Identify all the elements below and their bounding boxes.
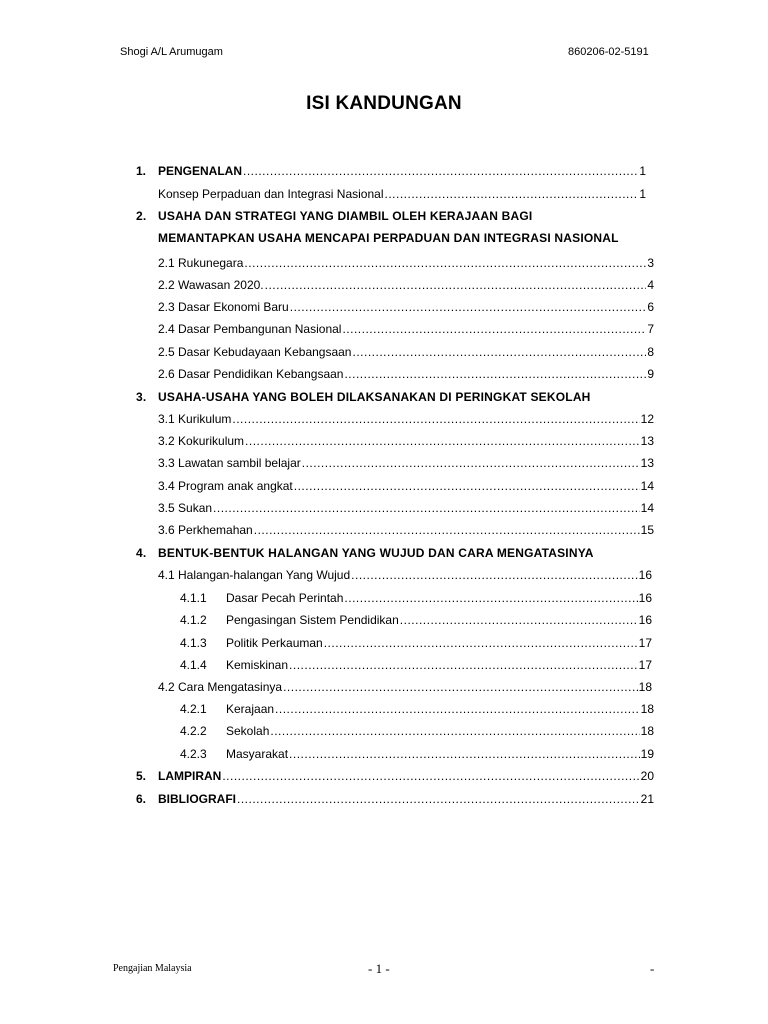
toc-entry-3-1 [158,412,654,426]
toc-label: 2.4 Dasar Pembangunan Nasional [158,322,342,336]
toc-page: 21 [640,792,654,806]
toc-page: 19 [640,747,654,761]
toc-entry-1 [136,164,646,178]
toc-page: 3 [647,256,654,270]
toc-label: 3.5 Sukan [158,501,213,515]
toc-entry-2-1 [158,256,654,270]
dot-leader [244,256,646,270]
dot-leader [400,613,638,627]
toc-label: 2.2 Wawasan 2020. [158,278,264,292]
toc-entry-4-2-1 [180,702,654,716]
toc-heading-line-2: MEMANTAPKAN USAHA MENCAPAI PERPADUAN DAN INTEGRASI NASIONAL [158,231,619,245]
toc-label: Dasar Pecah Perintah [226,591,344,605]
toc-page: 6 [647,300,654,314]
toc-page: 17 [638,636,652,650]
toc-label: 2.5 Dasar Kebudayaan Kebangsaan [158,345,352,359]
toc-page: 1 [639,187,646,201]
toc-number: 5. [136,769,147,783]
toc-label: Kemiskinan [226,658,289,672]
toc-entry-4-1-4 [180,658,652,672]
toc-page: 14 [640,479,654,493]
toc-entry-4-1 [158,568,652,582]
toc-label: 4.1 Halangan-halangan Yang Wujud [158,568,351,582]
toc-page: 12 [640,412,654,426]
toc-entry-2-4 [158,322,654,336]
toc-label: Masyarakat [226,747,289,761]
toc-page: 14 [640,501,654,515]
toc-entry-5 [136,769,654,783]
dot-leader [283,680,638,694]
toc-number: 4.2.2 [180,724,207,738]
toc-label: 2.3 Dasar Ekonomi Baru [158,300,289,314]
dot-leader [342,322,646,336]
dot-leader [254,523,640,537]
toc-page: 4 [647,278,654,292]
toc-entry-2-6 [158,367,654,381]
toc-page: 17 [638,658,652,672]
toc-number: 4.2.3 [180,747,207,761]
toc-label: 4.2 Cara Mengatasinya [158,680,283,694]
dot-leader [294,479,640,493]
dot-leader [289,658,638,672]
dot-leader [290,300,647,314]
toc-number: 4.2.1 [180,702,207,716]
footer-subject: Pengajian Malaysia [113,963,192,974]
toc-number: 4.1.4 [180,658,207,672]
toc-label: Konsep Perpaduan dan Integrasi Nasional [158,187,384,201]
header-id-number: 860206-02-5191 [568,46,649,58]
footer-right-mark: - [650,961,655,976]
dot-leader [245,434,640,448]
toc-entry-2-3 [158,300,654,314]
toc-number: 4.1.3 [180,636,207,650]
toc-label: Sekolah [226,724,270,738]
toc-heading: USAHA-USAHA YANG BOLEH DILAKSANAKAN DI PERINGKAT SEKOLAH [158,390,591,404]
toc-page: 18 [640,724,654,738]
toc-entry-4-1-2 [180,613,652,627]
toc-number: 4.1.2 [180,613,207,627]
toc-label: 3.4 Program anak angkat [158,479,293,493]
toc-page: 18 [638,680,652,694]
toc-entry-3-5 [158,501,654,515]
toc-number: 4. [136,546,147,560]
toc-page: 13 [640,456,654,470]
toc-entry-3-2 [158,434,654,448]
toc-entry-3-6 [158,523,654,537]
toc-label: 2.1 Rukunegara [158,256,244,270]
toc-entry-2-2 [158,278,654,292]
page-title: ISI KANDUNGAN [306,93,462,114]
dot-leader [232,412,639,426]
toc-label: Pengasingan Sistem Pendidikan [226,613,399,627]
footer-page-number: - 1 - [368,961,390,976]
toc-page: 7 [647,322,654,336]
dot-leader [275,702,640,716]
dot-leader [385,187,639,201]
dot-leader [352,345,646,359]
toc-heading: BENTUK-BENTUK HALANGAN YANG WUJUD DAN CARA MENGATASINYA [158,546,594,560]
toc-number: 3. [136,390,147,404]
toc-label: 3.6 Perkhemahan [158,523,253,537]
toc-label: LAMPIRAN [158,769,222,783]
toc-entry-1a [158,187,646,201]
dot-leader [265,278,647,292]
toc-entry-4-1-1 [180,591,652,605]
dot-leader [213,501,640,515]
toc-heading-line-1: USAHA DAN STRATEGI YANG DIAMBIL OLEH KERAJAAN BAGI [158,209,533,223]
toc-page: 16 [638,591,652,605]
toc-number: 6. [136,792,147,806]
dot-leader [289,747,640,761]
toc-entry-6 [136,792,654,806]
toc-number: 2. [136,209,147,223]
dot-leader [344,591,637,605]
toc-page: 16 [638,613,652,627]
toc-entry-3-3 [158,456,654,470]
dot-leader [222,769,639,783]
toc-label: Kerajaan [226,702,275,716]
toc-label: BIBLIOGRAFI [158,792,236,806]
toc-label: 2.6 Dasar Pendidikan Kebangsaan [158,367,344,381]
toc-page: 9 [647,367,654,381]
dot-leader [237,792,640,806]
toc-page: 13 [640,434,654,448]
toc-entry-4-2 [158,680,652,694]
header-author: Shogi A/L Arumugam [120,46,223,58]
toc-page: 1 [639,164,646,178]
toc-label: 3.2 Kokurikulum [158,434,245,448]
toc-label: 3.3 Lawatan sambil belajar [158,456,301,470]
toc-page: 20 [640,769,654,783]
dot-leader [302,456,640,470]
dot-leader [351,568,637,582]
toc-entry-3-4 [158,479,654,493]
toc-number: 1. [136,164,147,178]
toc-label: Politik Perkauman [226,636,323,650]
toc-number: 4.1.1 [180,591,207,605]
toc-entry-4-2-2 [180,724,654,738]
toc-page: 8 [647,345,654,359]
dot-leader [324,636,638,650]
toc-entry-4-2-3 [180,747,654,761]
dot-leader [270,724,639,738]
toc-label: PENGENALAN [158,164,243,178]
toc-entry-4-1-3 [180,636,652,650]
dot-leader [243,164,638,178]
dot-leader [344,367,646,381]
toc-entry-2-5 [158,345,654,359]
toc-page: 15 [640,523,654,537]
toc-page: 18 [640,702,654,716]
toc-page: 16 [638,568,652,582]
toc-label: 3.1 Kurikulum [158,412,232,426]
